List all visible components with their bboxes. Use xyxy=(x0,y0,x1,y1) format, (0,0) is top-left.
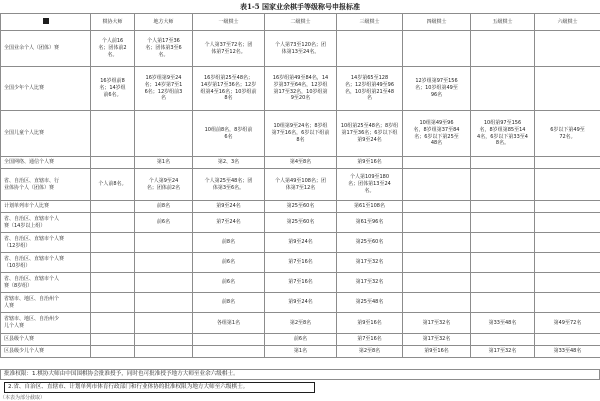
corner-mark xyxy=(43,18,49,24)
table-cell xyxy=(193,346,265,358)
table-row xyxy=(1,293,600,313)
row-label: 全国业余个人（团体）赛 xyxy=(1,31,91,67)
table-cell xyxy=(535,273,600,293)
table-cell: 第2、3名 xyxy=(193,157,265,169)
standards-table xyxy=(0,13,600,358)
page-footer: （本表为部分截取） xyxy=(0,394,45,401)
table-cell: 个人第73至120名；团 体第13至24名。 xyxy=(265,31,337,67)
header-row xyxy=(1,14,600,31)
table-row xyxy=(1,67,600,111)
table-row xyxy=(1,334,600,346)
table-row xyxy=(1,213,600,233)
table-cell xyxy=(91,157,135,169)
table-title: 表1-5 国家业余棋手等级称号申报标准 xyxy=(0,1,600,12)
table-cell xyxy=(471,293,535,313)
table-cell xyxy=(135,273,193,293)
table-cell: 第17至32名 xyxy=(337,253,403,273)
table-cell xyxy=(337,31,403,67)
table-cell xyxy=(403,213,471,233)
table-cell xyxy=(471,157,535,169)
table-row xyxy=(1,31,600,67)
table-cell xyxy=(403,293,471,313)
table-cell: 第25至48名 xyxy=(337,293,403,313)
table-cell xyxy=(471,201,535,213)
row-label: 计划单列市个人比赛 xyxy=(1,201,91,213)
row-label: 省辖市、地区、自治州个 人赛 xyxy=(1,293,91,313)
row-label: 全国网络、通信个人赛 xyxy=(1,157,91,169)
row-label: 省、自治区、直辖市个人 赛（8岁组） xyxy=(1,273,91,293)
table-cell: 个人前16 名；团体前2 名。 xyxy=(91,31,135,67)
table-cell xyxy=(403,233,471,253)
table-cell: 第17至32名 xyxy=(403,334,471,346)
table-cell: 第25至60名 xyxy=(337,233,403,253)
table-cell xyxy=(91,201,135,213)
table-cell: 第2至8名 xyxy=(337,346,403,358)
table-cell xyxy=(471,31,535,67)
table-cell: 第4至8名 xyxy=(265,157,337,169)
table-cell xyxy=(91,253,135,273)
table-cell: 前8名 xyxy=(193,293,265,313)
header-cell: 地方大师 xyxy=(135,14,193,31)
table-cell xyxy=(135,346,193,358)
table-cell: 第9至16名 xyxy=(337,157,403,169)
header-cell: 五级棋士 xyxy=(471,14,535,31)
header-cell: 三级棋士 xyxy=(337,14,403,31)
table-row xyxy=(1,201,600,213)
table-cell xyxy=(535,293,600,313)
table-cell xyxy=(91,313,135,334)
row-label: 全国儿童个人比赛 xyxy=(1,111,91,157)
table-row xyxy=(1,169,600,201)
table-cell: 前8名 xyxy=(135,201,193,213)
table-cell: 个人第109至180 名；团体第13至24 名。 xyxy=(337,169,403,201)
table-cell xyxy=(91,293,135,313)
table-cell: 第33至48名 xyxy=(535,346,600,358)
header-cell: 四级棋士 xyxy=(403,14,471,31)
table-cell xyxy=(535,213,600,233)
table-cell xyxy=(535,157,600,169)
table-cell xyxy=(471,67,535,111)
table-cell: 第9至24名 xyxy=(193,201,265,213)
table-cell: 10组第9至24名；8岁组 第7至16名，6岁以下组前 8名 xyxy=(265,111,337,157)
table-cell xyxy=(403,273,471,293)
table-cell: 10组第49至96 名，8岁组第37至84 名；6岁以下第25至 48名 xyxy=(403,111,471,157)
table-cell xyxy=(135,334,193,346)
table-cell: 10组第25至48名；8岁组 第17至36名；6岁以下组 第9至24名 xyxy=(337,111,403,157)
row-label: 省、自治区、直辖市个人赛 （10岁组） xyxy=(1,253,91,273)
table-cell: 第7至16名 xyxy=(265,273,337,293)
table-cell: 第9至24名 xyxy=(265,233,337,253)
table-cell xyxy=(91,213,135,233)
table-cell: 个人第37至72名；团 体第7至12名。 xyxy=(193,31,265,67)
table-cell: 第17至32名 xyxy=(471,346,535,358)
table-cell xyxy=(91,334,135,346)
table-cell: 个人第9至24 名；团体前2名 xyxy=(135,169,193,201)
table-cell: 14岁第65至128 名；12岁组第49至96 名，10岁组第21至48 名 xyxy=(337,67,403,111)
table-cell xyxy=(471,233,535,253)
table-cell: 第9至16名 xyxy=(337,313,403,334)
header-cell xyxy=(1,14,91,31)
table-cell xyxy=(135,111,193,157)
table-cell xyxy=(535,169,600,201)
row-label: 省辖市、地区、自治州少 儿个人赛 xyxy=(1,313,91,334)
table-cell: 16岁组第49至84名，14 岁第37至64名，12岁组 第17至32名，10岁组第 9至20名 xyxy=(265,67,337,111)
table-row xyxy=(1,346,600,358)
table-cell xyxy=(535,201,600,213)
row-label: 省、自治区、直辖市、行 业体协个人（团体）赛 xyxy=(1,169,91,201)
table-cell xyxy=(91,233,135,253)
table-cell: 16岁组前8 名；14岁组 前6名。 xyxy=(91,67,135,111)
table-cell: 第7至24名 xyxy=(193,213,265,233)
table-cell: 个人第17至36 名；团体第3至6 名。 xyxy=(135,31,193,67)
row-label: 省、自治区、直辖市个人赛 （12岁组） xyxy=(1,233,91,253)
table-cell xyxy=(471,334,535,346)
table-cell: 个人第49至108名；团 体第7至12名 xyxy=(265,169,337,201)
header-cell: 二级棋士 xyxy=(265,14,337,31)
row-label: 省、自治区、直辖市个人 赛（14岁以上组） xyxy=(1,213,91,233)
table-cell xyxy=(535,253,600,273)
table-cell xyxy=(403,157,471,169)
table-row xyxy=(1,273,600,293)
row-label: 全国少年个人比赛 xyxy=(1,67,91,111)
table-cell: 第9至16名 xyxy=(403,346,471,358)
table-cell: 第25至60名 xyxy=(265,213,337,233)
table-cell: 各组第1名 xyxy=(193,313,265,334)
header-cell: 棋协大师 xyxy=(91,14,135,31)
table-cell: 第61至96名 xyxy=(337,213,403,233)
table-cell xyxy=(403,253,471,273)
table-cell: 第49至72名 xyxy=(535,313,600,334)
table-cell xyxy=(535,233,600,253)
approval-notes xyxy=(0,369,600,393)
table-row xyxy=(1,253,600,273)
table-cell: 第61至108名 xyxy=(337,201,403,213)
table-cell: 前8名 xyxy=(193,233,265,253)
table-cell xyxy=(135,293,193,313)
table-row xyxy=(1,313,600,334)
table-cell xyxy=(403,31,471,67)
table-cell xyxy=(135,233,193,253)
row-label: 区县级个人赛 xyxy=(1,334,91,346)
table-cell xyxy=(535,334,600,346)
table-row xyxy=(1,233,600,253)
table-cell: 第1名 xyxy=(265,346,337,358)
table-cell xyxy=(91,273,135,293)
table-cell: 第1名 xyxy=(135,157,193,169)
table-cell: 第33至48名 xyxy=(471,313,535,334)
table-cell: 6岁以下第49至 72名。 xyxy=(535,111,600,157)
table-row xyxy=(1,157,600,169)
table-cell xyxy=(135,313,193,334)
table-cell xyxy=(471,253,535,273)
table-cell xyxy=(535,31,600,67)
table-cell: 第17至32名 xyxy=(337,273,403,293)
table-cell xyxy=(471,169,535,201)
table-cell: 16岁组第9至24 名；14岁第7至1 6名；12岁组前3 名 xyxy=(135,67,193,111)
table-cell: 第25至60名 xyxy=(265,201,337,213)
table-row xyxy=(1,111,600,157)
table-cell xyxy=(403,169,471,201)
table-cell: 16岁组第25至48名； 14岁第17至36名；12岁 组第4至16名；10岁组前 8名 xyxy=(193,67,265,111)
table-cell: 前6名 xyxy=(193,273,265,293)
table-cell: 前6名 xyxy=(135,213,193,233)
table-cell: 第7至16名 xyxy=(337,334,403,346)
approval-note: 2.省、自治区、直辖市、计划单列市体育行政部门和行业体协的批准权限为地方大师至六级棋士。 xyxy=(4,382,315,393)
table-cell: 个人前8名。 xyxy=(91,169,135,201)
header-cell: 六级棋士 xyxy=(535,14,600,31)
table-cell xyxy=(535,67,600,111)
table-cell: 第2至8名 xyxy=(265,313,337,334)
table-cell xyxy=(135,253,193,273)
table-cell: 第17至32名 xyxy=(403,313,471,334)
table-cell xyxy=(91,346,135,358)
header-cell: 一级棋士 xyxy=(193,14,265,31)
table-cell: 前6名 xyxy=(193,253,265,273)
table-cell: 第9至24名 xyxy=(265,293,337,313)
table-cell xyxy=(91,111,135,157)
table-cell xyxy=(471,213,535,233)
table-cell xyxy=(403,201,471,213)
table-cell: 个人第25至48名；团 体第3至6名。 xyxy=(193,169,265,201)
table-cell: 10组前8名，8岁组前 6名 xyxy=(193,111,265,157)
table-cell xyxy=(193,334,265,346)
table-cell: 前6名 xyxy=(265,334,337,346)
table-cell xyxy=(471,273,535,293)
approval-note: 批准权限：1.棋协大师由中国围棋协会批准授予，同时也可批准授予地方大师至业余六级棋士。 xyxy=(0,369,600,380)
table-cell: 第7至16名 xyxy=(265,253,337,273)
table-cell: 10组第97至156 名，8岁组第85至14 4名，6岁以下第33至4 8名。 xyxy=(471,111,535,157)
row-label: 区县级少儿个人赛 xyxy=(1,346,91,358)
table-cell: 12岁组第97至156 名；10岁组第49至 96名 xyxy=(403,67,471,111)
